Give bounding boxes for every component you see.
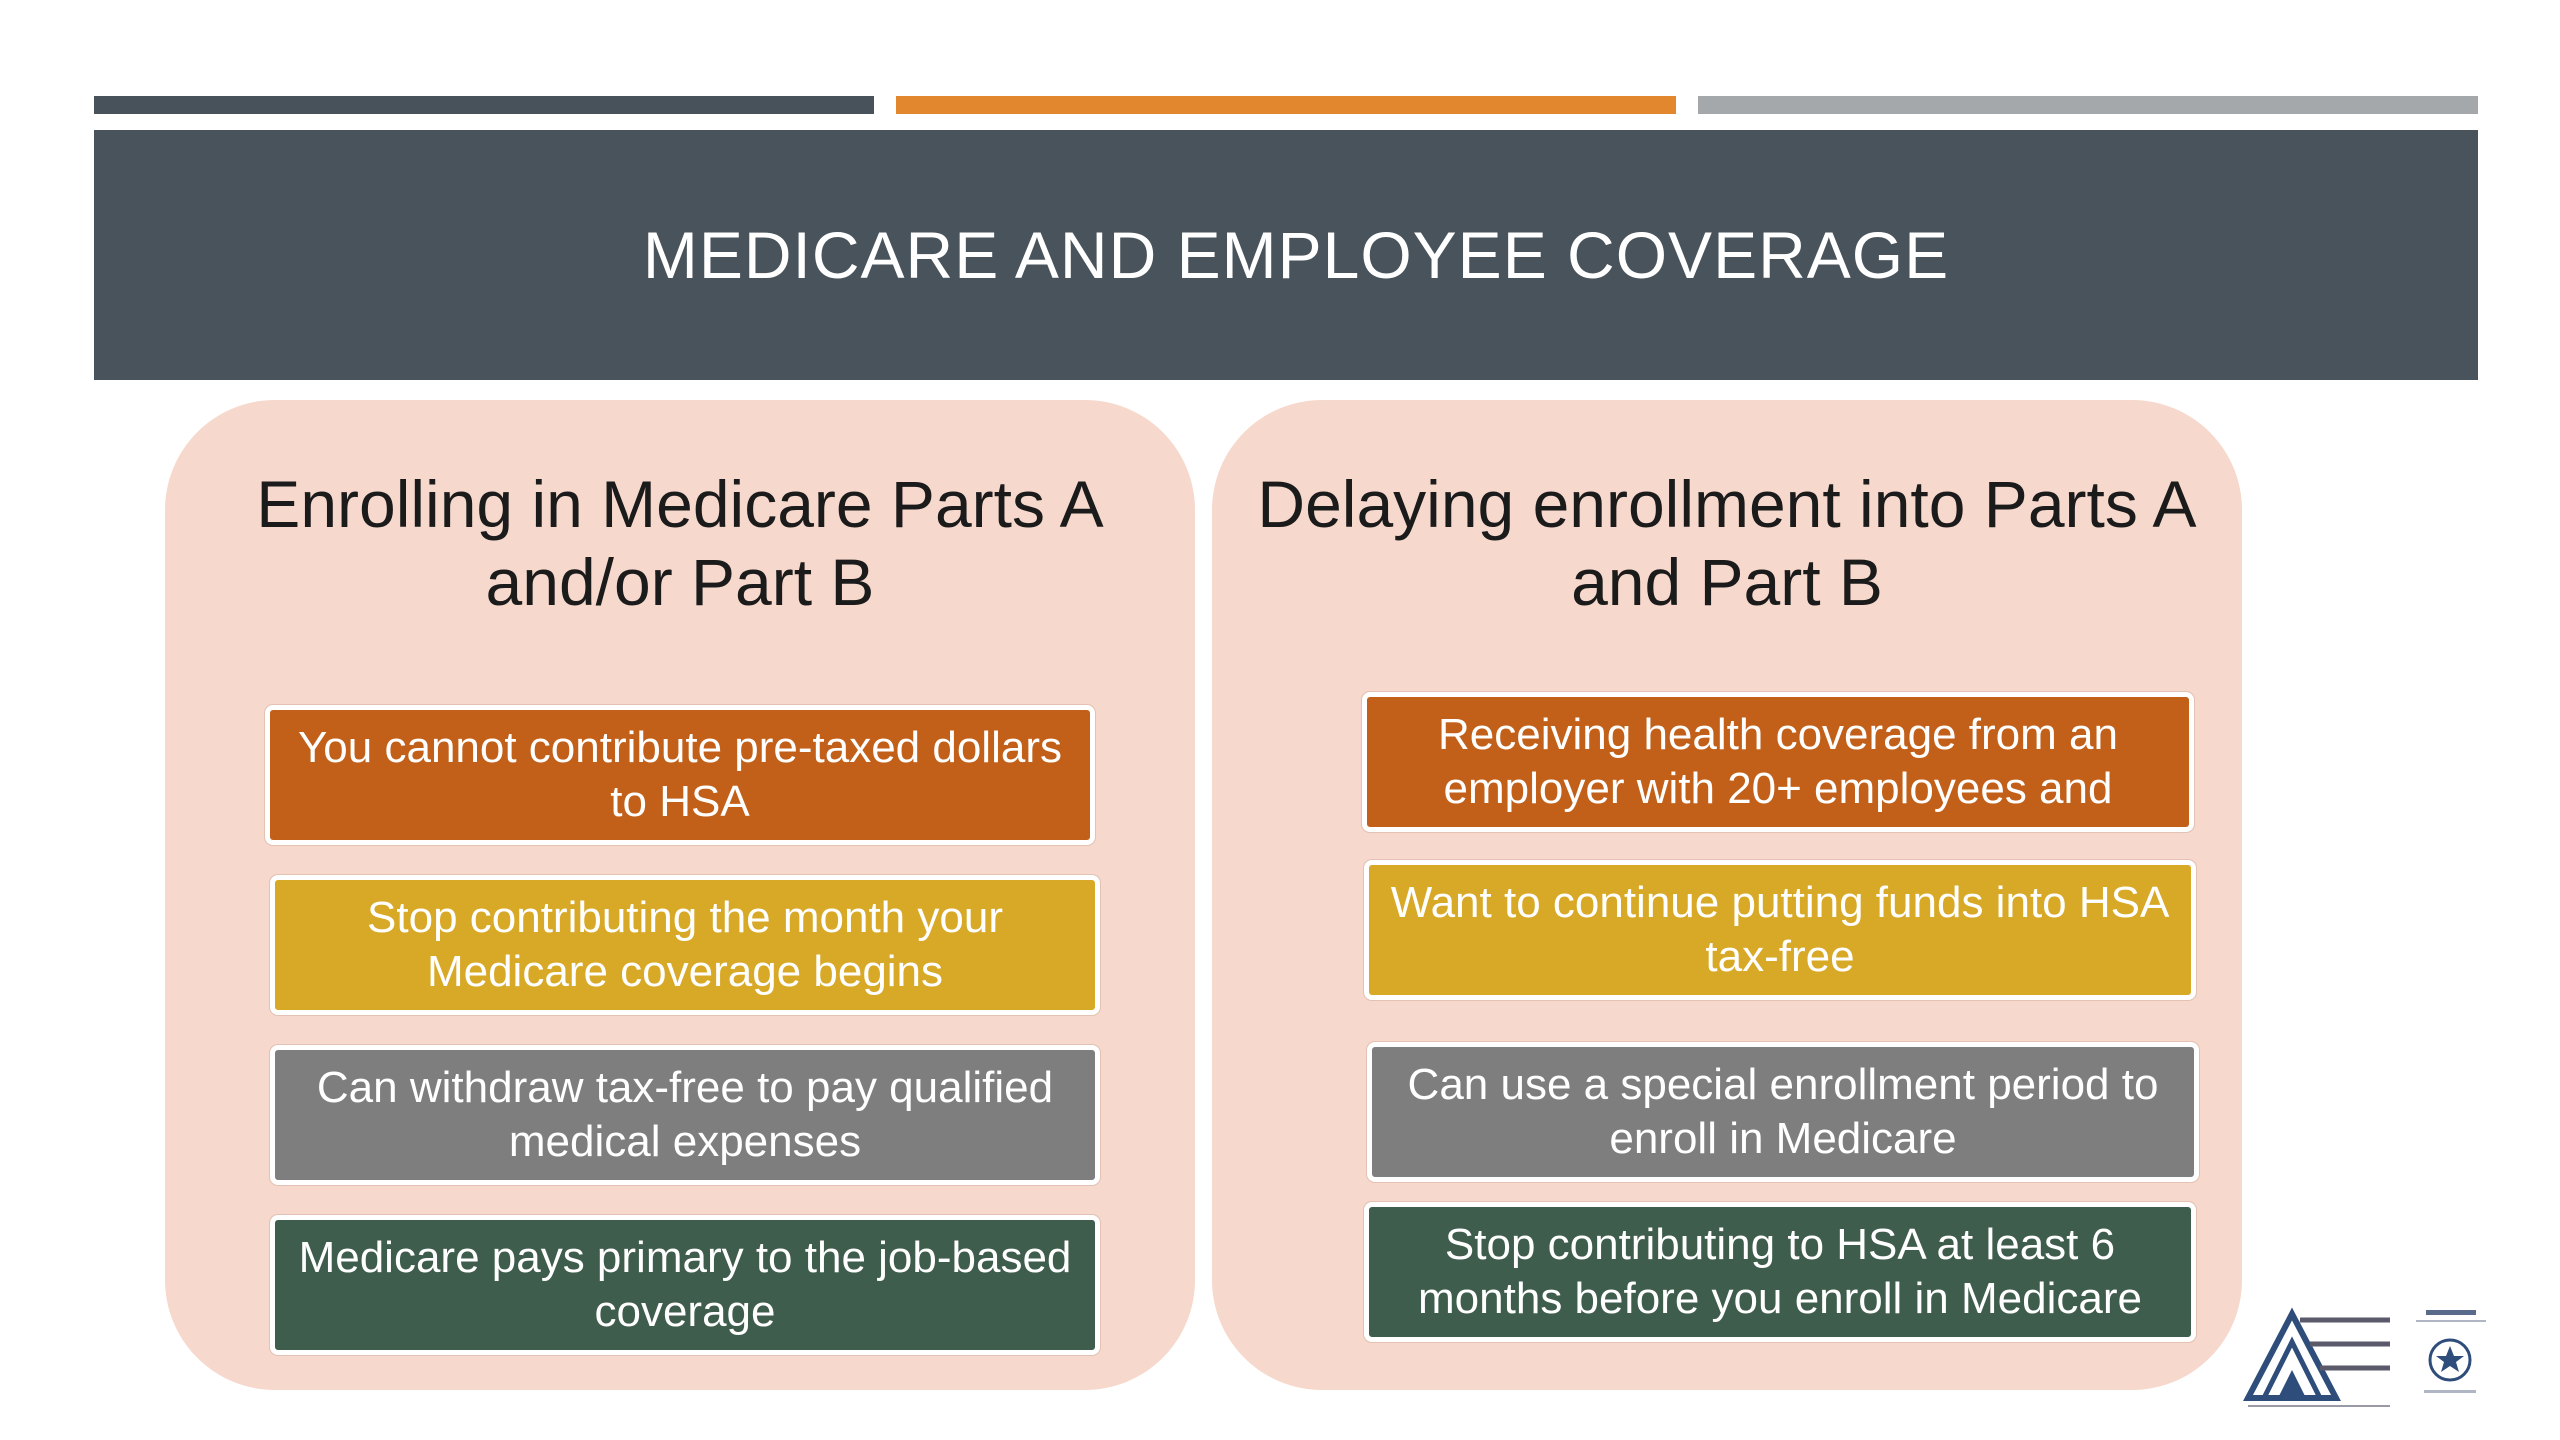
left-panel-heading: Enrolling in Medicare Parts A and/or Part B <box>256 467 1104 619</box>
accent-stripe-gray <box>1698 96 2478 114</box>
mountain-logo-icon <box>2248 1314 2390 1406</box>
left-panel <box>165 400 1195 1390</box>
right-item-2: Want to continue putting funds into HSA tax-free <box>1364 860 2196 1000</box>
accent-stripe-dark <box>94 96 874 114</box>
right-item-3: Can use a special enrollment period to enroll in Medicare <box>1367 1042 2199 1182</box>
right-panel <box>1212 400 2242 1390</box>
agency-logos <box>2240 1300 2500 1410</box>
right-item-4: Stop contributing to HSA at least 6 months before you enroll in Medicare <box>1364 1202 2196 1342</box>
left-item-4: Medicare pays primary to the job-based coverage <box>270 1215 1100 1355</box>
right-panel-heading: Delaying enrollment into Parts A and Part B <box>1257 467 2197 619</box>
left-item-1: You cannot contribute pre-taxed dollars to HSA <box>265 705 1095 845</box>
title-banner <box>94 130 2478 380</box>
left-item-2: Stop contributing the month your Medicare coverage begins <box>270 875 1100 1015</box>
star-seal-icon <box>2416 1310 2486 1393</box>
right-item-1: Receiving health coverage from an employer with 20+ employees and <box>1362 692 2194 832</box>
accent-stripe-orange <box>896 96 1676 114</box>
slide-title: MEDICARE AND EMPLOYEE COVERAGE <box>642 218 1950 292</box>
left-item-3: Can withdraw tax-free to pay qualified medical expenses <box>270 1045 1100 1185</box>
